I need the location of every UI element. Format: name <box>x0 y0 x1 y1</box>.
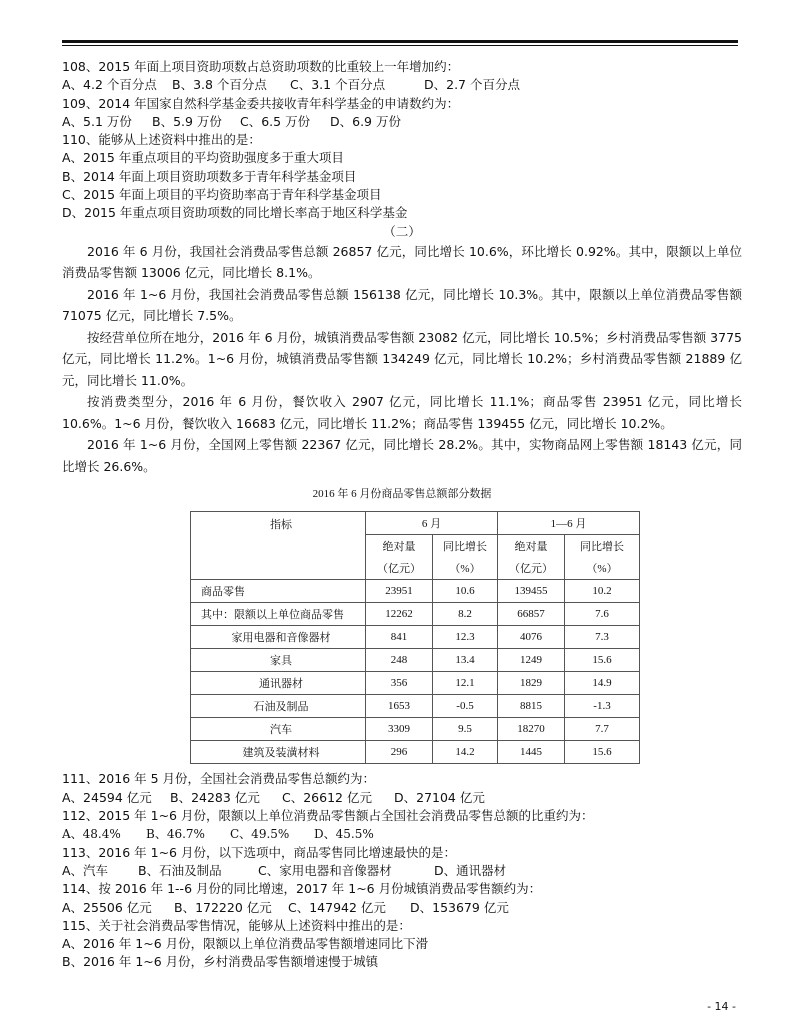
question-108-options <box>62 76 742 94</box>
option-c: C、147942 亿元 <box>288 899 386 915</box>
option-c: C、家用电器和音像器材 <box>258 862 392 878</box>
section-title: （二） <box>383 223 421 239</box>
option-b: B、172220 亿元 <box>174 899 272 915</box>
table-row <box>191 580 640 603</box>
option-c: C、6.5 万份 <box>240 113 311 129</box>
table-row <box>191 649 640 672</box>
subheader-abs-ytd: 绝对量 <box>498 535 565 558</box>
ytd-growth: 7.7 <box>565 718 640 741</box>
ytd-abs: 1445 <box>498 741 565 764</box>
june-growth: -0.5 <box>433 695 498 718</box>
unit-growth-june: （%） <box>433 557 498 580</box>
june-growth: 14.2 <box>433 741 498 764</box>
ytd-abs: 139455 <box>498 580 565 603</box>
table-row <box>191 626 640 649</box>
option-a: A、25506 亿元 <box>62 899 152 915</box>
ytd-abs: 1829 <box>498 672 565 695</box>
ytd-growth: 7.3 <box>565 626 640 649</box>
data-table <box>190 511 640 764</box>
ytd-abs: 4076 <box>498 626 565 649</box>
option-c: C、49.5% <box>230 827 290 842</box>
june-growth: 10.6 <box>433 580 498 603</box>
ytd-abs: 66857 <box>498 603 565 626</box>
ytd-abs: 8815 <box>498 695 565 718</box>
row-label: 商品零售 <box>191 580 366 603</box>
ytd-growth: 7.6 <box>565 603 640 626</box>
question-112-stem: 112、2015 年 1~6 月份，限额以上单位消费品零售额占全国社会消费品零售总额的比重约为： <box>62 808 594 824</box>
june-growth: 9.5 <box>433 718 498 741</box>
option-a: A、24594 亿元 <box>62 789 152 805</box>
option-b: B、24283 亿元 <box>170 789 260 805</box>
row-label: 建筑及装潢材料 <box>191 741 366 764</box>
unit-abs-june: （亿元） <box>366 557 433 580</box>
option-a: A、2015 年重点项目的平均资助强度多于重大项目 <box>62 150 344 166</box>
header-indicator: 指标 <box>191 512 366 580</box>
paragraph-1: 2016 年 6 月份，我国社会消费品零售总额 26857 亿元，同比增长 10.6%，环比增长 0.92%。其中，限额以上单位消费品零售额 13006 亿元，同比增长 8.1%。 <box>62 243 742 281</box>
row-label: 家具 <box>191 649 366 672</box>
june-abs: 248 <box>366 649 433 672</box>
june-abs: 296 <box>366 741 433 764</box>
option-b: B、3.8 个百分点 <box>172 77 267 93</box>
option-d: D、45.5% <box>314 827 374 842</box>
june-abs: 3309 <box>366 718 433 741</box>
row-label: 通讯器材 <box>191 672 366 695</box>
paragraph-5: 2016 年 1~6 月份，全国网上零售额 22367 亿元，同比增长 28.2%。其中，实物商品网上零售额 18143 亿元，同比增长 26.6%。 <box>62 437 742 474</box>
table-row <box>191 603 640 626</box>
june-abs: 23951 <box>366 580 433 603</box>
table-row <box>191 672 640 695</box>
june-abs: 12262 <box>366 603 433 626</box>
unit-abs-ytd: （亿元） <box>498 557 565 580</box>
ytd-growth: 14.9 <box>565 672 640 695</box>
option-d: D、2015 年重点项目资助项数的同比增长率高于地区科学基金 <box>62 205 408 221</box>
option-b: B、石油及制品 <box>138 862 222 878</box>
june-growth: 8.2 <box>433 603 498 626</box>
page-content <box>62 58 742 972</box>
option-d: D、153679 亿元 <box>410 899 509 915</box>
table-caption: 2016 年 6 月份商品零售总额部分数据 <box>312 488 492 501</box>
header-jan-jun: 1—6 月 <box>498 512 640 535</box>
option-b: B、46.7% <box>146 827 205 842</box>
question-108-stem: 108、2015 年面上项目资助项数占总资助项数的比重较上一年增加约： <box>62 59 460 74</box>
ytd-growth: 10.2 <box>565 580 640 603</box>
ytd-growth: -1.3 <box>565 695 640 718</box>
option-d: D、27104 亿元 <box>394 789 485 805</box>
option-d: D、6.9 万份 <box>330 113 401 129</box>
unit-growth-ytd: （%） <box>565 557 640 580</box>
ytd-growth: 15.6 <box>565 649 640 672</box>
question-111-stem: 111、2016 年 5 月份，全国社会消费品零售总额约为： <box>62 771 376 787</box>
table-row <box>191 741 640 764</box>
june-growth: 13.4 <box>433 649 498 672</box>
option-a: A、48.4% <box>62 827 121 842</box>
option-b: B、2016 年 1~6 月份，乡村消费品零售额增速慢于城镇 <box>62 954 379 970</box>
ytd-abs: 18270 <box>498 718 565 741</box>
june-abs: 1653 <box>366 695 433 718</box>
june-abs: 356 <box>366 672 433 695</box>
ytd-abs: 1249 <box>498 649 565 672</box>
option-a: A、汽车 <box>62 862 109 878</box>
june-growth: 12.3 <box>433 626 498 649</box>
row-label: 汽车 <box>191 718 366 741</box>
option-c: C、26612 亿元 <box>282 789 372 805</box>
question-111-options <box>62 789 742 807</box>
question-113-stem: 113、2016 年 1~6 月份，以下选项中，商品零售同比增速最快的是： <box>62 844 456 860</box>
june-growth: 12.1 <box>433 672 498 695</box>
paragraph-4: 按消费类型分，2016 年 6 月份，餐饮收入 2907 亿元，同比增长 11.1%；商品零售 23951 亿元，同比增长 10.6%。1~6 月份，餐饮收入 16683 亿元，同比增长 11.2%；商品零售 139455 亿元，同比增长 10.2%。 <box>62 394 742 431</box>
question-114-stem: 114、按 2016 年 1--6 月份的同比增速，2017 年 1~6 月份城镇消费品零售额约为： <box>62 881 542 897</box>
option-d: D、2.7 个百分点 <box>424 77 520 93</box>
subheader-abs-june: 绝对量 <box>366 535 433 558</box>
page-number: - 14 - <box>707 1000 736 1013</box>
paragraph-2: 2016 年 1~6 月份，我国社会消费品零售总额 156138 亿元，同比增长 10.3%。其中，限额以上单位消费品零售额 71075 亿元，同比增长 7.5%。 <box>62 286 742 324</box>
option-b: B、5.9 万份 <box>152 113 222 129</box>
table-row <box>191 695 640 718</box>
option-a: A、2016 年 1~6 月份，限额以上单位消费品零售额增速同比下滑 <box>62 936 429 952</box>
question-113-options <box>62 862 742 880</box>
question-112-options <box>62 825 742 843</box>
question-114-options <box>62 899 742 917</box>
question-115-stem: 115、关于社会消费品零售情况，能够从上述资料中推出的是： <box>62 917 411 933</box>
paragraph-3: 按经营单位所在地分，2016 年 6 月份，城镇消费品零售额 23082 亿元，同比增长 10.5%；乡村消费品零售额 3775 亿元，同比增长 11.2%。1~6 月份，城镇消费品零售额 134249 亿元，同比增长 10.2%；乡村消费品零售额 21889 亿元，同比增长 11.0%。 <box>62 329 742 388</box>
header-rule-thick <box>62 40 738 43</box>
subheader-growth-june: 同比增长 <box>433 535 498 558</box>
row-label: 石油及制品 <box>191 695 366 718</box>
table-row <box>191 718 640 741</box>
option-a: A、5.1 万份 <box>62 113 132 129</box>
option-d: D、通讯器材 <box>434 862 507 878</box>
june-abs: 841 <box>366 626 433 649</box>
row-label: 家用电器和音像器材 <box>191 626 366 649</box>
row-label: 其中：限额以上单位商品零售 <box>191 603 366 626</box>
header-rule-thin <box>62 45 738 46</box>
option-a: A、4.2 个百分点 <box>62 77 157 93</box>
subheader-growth-ytd: 同比增长 <box>565 535 640 558</box>
ytd-growth: 15.6 <box>565 741 640 764</box>
question-109-options <box>62 113 742 131</box>
option-b: B、2014 年面上项目资助项数多于青年科学基金项目 <box>62 168 357 184</box>
question-110-stem: 110、能够从上述资料中推出的是： <box>62 132 261 148</box>
option-c: C、3.1 个百分点 <box>290 77 386 93</box>
option-c: C、2015 年面上项目的平均资助率高于青年科学基金项目 <box>62 187 382 203</box>
question-109-stem: 109、2014 年国家自然科学基金委共接收青年科学基金的申请数约为： <box>62 95 460 111</box>
header-june: 6 月 <box>366 512 498 535</box>
